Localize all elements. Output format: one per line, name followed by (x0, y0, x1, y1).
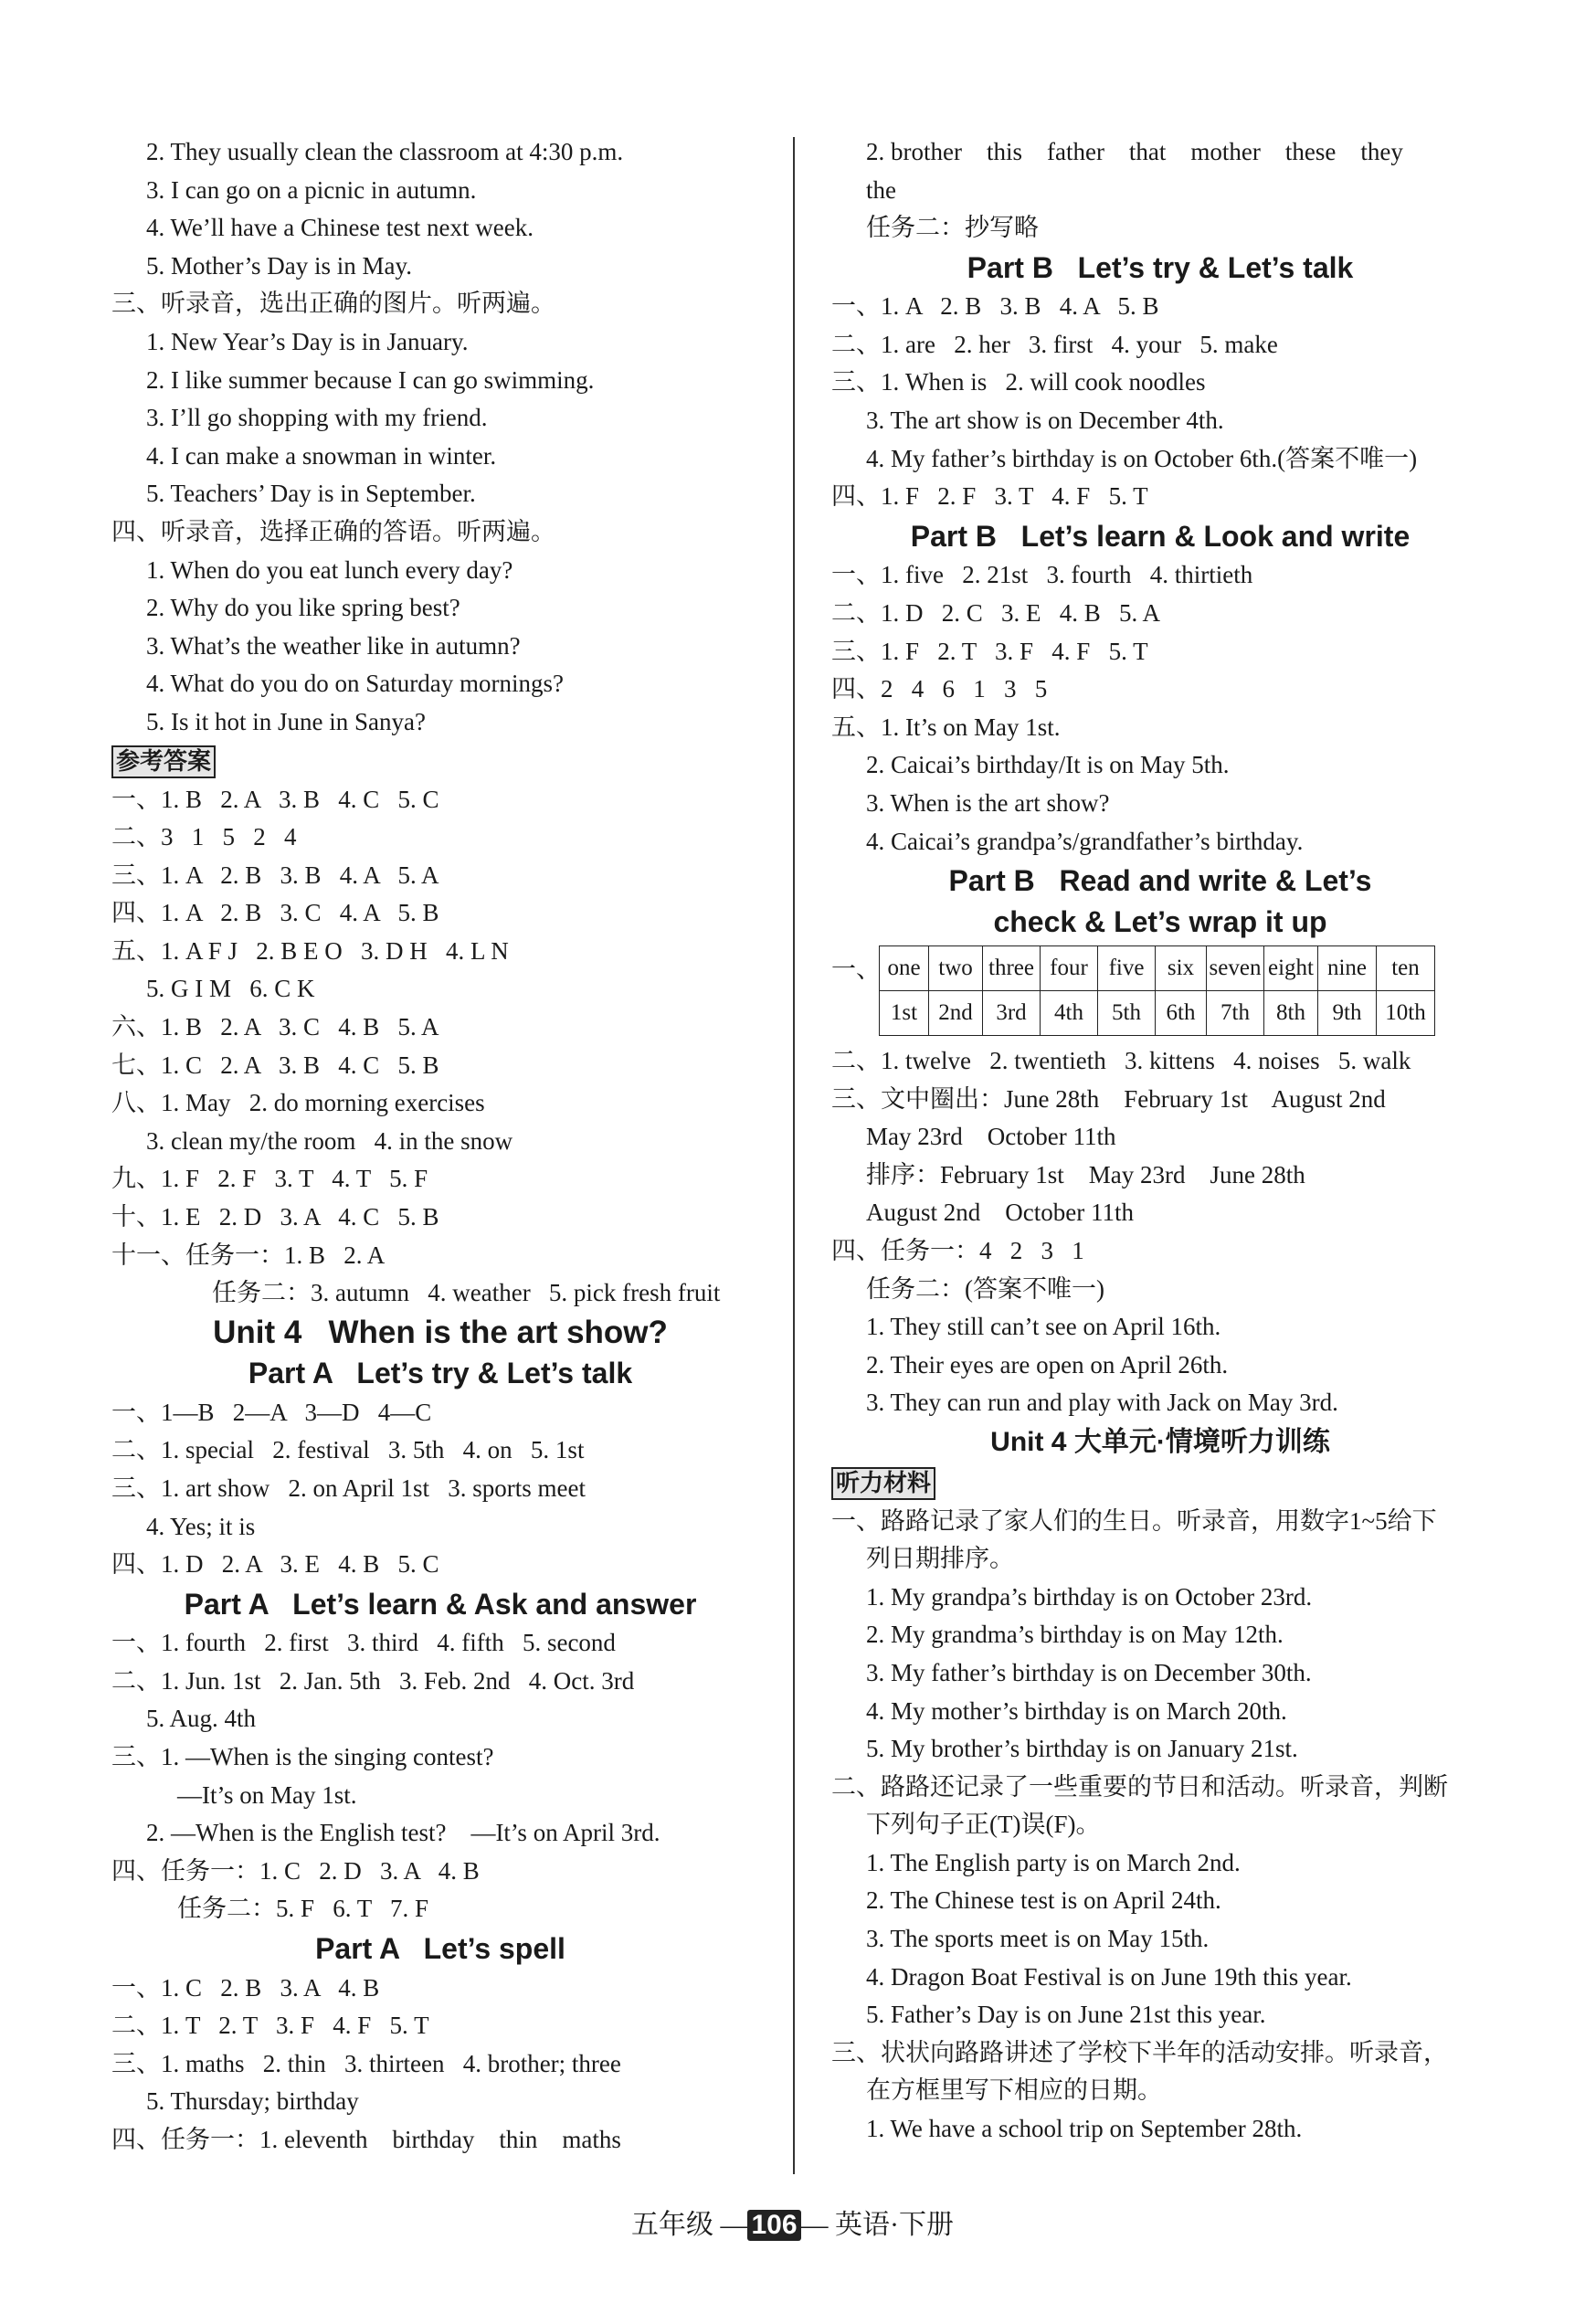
answer-line: 4. Yes; it is (146, 1512, 256, 1540)
answer-line: —It’s on May 1st. (177, 1780, 357, 1809)
answer-line: 四、2 4 6 1 3 5 (831, 675, 1048, 703)
answer-line: 四、1. F 2. F 3. T 4. F 5. T (831, 482, 1148, 511)
answer-line: 5. Father’s Day is on June 21st this year. (866, 2001, 1266, 2029)
answer-line: 5. Aug. 4th (146, 1705, 257, 1733)
section-heading: Part B Let’s learn & Look and write (910, 519, 1411, 553)
footer-dash-left: — (720, 2210, 748, 2240)
section-heading: Part A Let’s spell (315, 1932, 565, 1966)
answer-line: the (866, 175, 896, 204)
section-heading: Part A Let’s try & Let’s talk (248, 1357, 633, 1390)
answer-line: 4. I can make a snowman in winter. (146, 441, 497, 470)
answer-line: 5. My brother’s birthday is on January 21st. (866, 1735, 1298, 1763)
answer-line: 3. I’ll go shopping with my friend. (146, 404, 488, 432)
answer-line: 三、状状向路路讲述了学校下半年的活动安排。听录音， (831, 2038, 1448, 2066)
section-heading: Unit 4 大单元·情境听力训练 (990, 1427, 1330, 1458)
answer-line: 一、1. B 2. A 3. B 4. C 5. C (111, 785, 439, 813)
table-row (880, 991, 1435, 1036)
answer-line: 2. Why do you like spring best? (146, 594, 460, 622)
answer-line: 四、1. A 2. B 3. C 4. A 5. B (111, 899, 439, 927)
answer-line: 2. My grandma’s birthday is on May 12th. (866, 1621, 1284, 1649)
answer-line: 在方框里写下相应的日期。 (866, 2076, 1162, 2105)
answer-line: 3. The art show is on December 4th. (866, 407, 1224, 435)
footer-subject: 英语·下册 (835, 2210, 955, 2240)
table-cell: five (1098, 946, 1156, 991)
table-cell: 8th (1264, 991, 1318, 1036)
answer-line: 5. Teachers’ Day is in September. (146, 480, 476, 508)
answer-line: 下列句子正(T)误(F)。 (866, 1811, 1101, 1839)
answer-line: 2. Caicai’s birthday/It is on May 5th. (866, 751, 1230, 779)
answer-line: 五、1. It’s on May 1st. (831, 713, 1061, 741)
answer-line: 列日期排序。 (866, 1545, 1014, 1573)
table-cell: three (983, 946, 1041, 991)
section-tag: 参考答案 (111, 745, 216, 778)
table-cell: two (929, 946, 983, 991)
table-cell: 2nd (929, 991, 983, 1036)
answer-line: 三、1. A 2. B 3. B 4. A 5. A (111, 861, 439, 889)
section-heading: Part B Let’s try & Let’s talk (967, 250, 1354, 284)
table-cell: eight (1264, 946, 1318, 991)
answer-line: 任务二：5. F 6. T 7. F (177, 1895, 429, 1923)
answer-line: 3. They can run and play with Jack on May 3rd. (866, 1389, 1338, 1417)
answer-line: 4. Caicai’s grandpa’s/grandfather’s birthday. (866, 827, 1304, 855)
table-cell: six (1156, 946, 1207, 991)
answer-line: 1. My grandpa’s birthday is on October 23rd. (866, 1582, 1313, 1611)
answer-line: 一、1. A 2. B 3. B 4. A 5. B (831, 292, 1159, 321)
answer-line: 3. The sports meet is on May 15th. (866, 1925, 1210, 1953)
table-cell: 6th (1156, 991, 1207, 1036)
answer-line: 四、任务一：4 2 3 1 (831, 1237, 1084, 1265)
table-cell: four (1041, 946, 1098, 991)
answer-line: 四、听录音，选择正确的答语。听两遍。 (111, 517, 555, 545)
answer-line: 五、1. A F J 2. B E O 3. D H 4. L N (111, 936, 509, 965)
answer-line: 5. Is it hot in June in Sanya? (146, 707, 426, 735)
answer-line: 3. What’s the weather like in autumn? (146, 631, 521, 660)
answer-line: 5. Mother’s Day is in May. (146, 251, 412, 280)
answer-line: 2. I like summer because I can go swimming. (146, 365, 595, 394)
answer-line: 八、1. May 2. do morning exercises (111, 1089, 485, 1117)
answer-line: 3. My father’s birthday is on December 30th. (866, 1658, 1312, 1686)
answer-line: 二、1. are 2. her 3. first 4. your 5. make (831, 330, 1278, 358)
answer-line: 任务二：抄写略 (866, 214, 1039, 242)
answer-line: 排序：February 1st May 23rd June 28th (866, 1160, 1305, 1188)
answer-line: 4. Dragon Boat Festival is on June 19th this year. (866, 1962, 1352, 1991)
answer-line: 九、1. F 2. F 3. T 4. T 5. F (111, 1165, 428, 1193)
ordinal-table (879, 945, 1435, 1036)
answer-line: 1. They still can’t see on April 16th. (866, 1313, 1221, 1341)
answer-line: 一、路路记录了家人们的生日。听录音，用数字1~5给下 (831, 1506, 1437, 1535)
answer-line: 1. We have a school trip on September 28th. (866, 2115, 1303, 2143)
answer-line: 5. G I M 6. C K (146, 975, 315, 1003)
page-footer (0, 2202, 1585, 2242)
answer-line: 三、1. art show 2. on April 1st 3. sports meet (111, 1474, 586, 1502)
table-cell: 1st (880, 991, 929, 1036)
answer-line: 二、1. D 2. C 3. E 4. B 5. A (831, 598, 1161, 627)
answer-line: 二、1. special 2. festival 3. 5th 4. on 5. 1st (111, 1436, 585, 1464)
answer-line: 七、1. C 2. A 3. B 4. C 5. B (111, 1051, 439, 1079)
answer-line: 一、1—B 2—A 3—D 4—C (111, 1398, 432, 1426)
answer-line: 3. When is the art show? (866, 788, 1110, 817)
answer-line: 三、听录音，选出正确的图片。听两遍。 (111, 290, 555, 318)
table-cell: 7th (1207, 991, 1264, 1036)
answer-line: 六、1. B 2. A 3. C 4. B 5. A (111, 1013, 439, 1041)
answer-line: 2. —When is the English test? —It’s on April 3rd. (146, 1819, 660, 1847)
answer-line: 三、1. When is 2. will cook noodles (831, 368, 1206, 396)
answer-line: 任务二：(答案不唯一) (866, 1274, 1104, 1303)
ordinal-table-block (831, 942, 1489, 1042)
answer-line: 三、1. F 2. T 3. F 4. F 5. T (831, 637, 1148, 665)
answer-line: 3. I can go on a picnic in autumn. (146, 175, 477, 204)
answer-line: 二、1. twelve 2. twentieth 3. kittens 4. noises 5. walk (831, 1047, 1411, 1075)
answer-line: 一、1. fourth 2. first 3. third 4. fifth 5. second (111, 1629, 616, 1657)
section-heading: check & Let’s wrap it up (993, 904, 1327, 938)
answer-line: 2. Their eyes are open on April 26th. (866, 1350, 1229, 1379)
answer-line: 二、1. Jun. 1st 2. Jan. 5th 3. Feb. 2nd 4. Oct. 3rd (111, 1666, 635, 1695)
section-heading: Part A Let’s learn & Ask and answer (184, 1587, 697, 1621)
answer-line: August 2nd October 11th (866, 1199, 1134, 1227)
answer-line: 任务二：3. autumn 4. weather 5. pick fresh fruit (212, 1279, 721, 1307)
answer-line: 4. We’ll have a Chinese test next week. (146, 214, 534, 242)
answer-line: 三、1. —When is the singing contest? (111, 1743, 494, 1771)
answer-line: 4. My father’s birthday is on October 6th.(答案不唯一) (866, 444, 1418, 472)
column-divider (793, 137, 795, 2174)
answer-line: 二、路路还记录了一些重要的节日和活动。听录音，判断 (831, 1772, 1448, 1801)
answer-line: 四、任务一：1. eleventh birthday thin maths (111, 2125, 621, 2153)
answer-line: 一、1. C 2. B 3. A 4. B (111, 1973, 380, 2002)
answer-line: 1. The English party is on March 2nd. (866, 1848, 1241, 1876)
answer-line: 四、1. D 2. A 3. E 4. B 5. C (111, 1550, 439, 1579)
answer-line: 5. Thursday; birthday (146, 2087, 359, 2116)
answer-line: 四、任务一：1. C 2. D 3. A 4. B (111, 1856, 480, 1885)
footer-grade: 五年级 (630, 2210, 713, 2240)
answer-line: 十一、任务一：1. B 2. A (111, 1241, 386, 1269)
table-cell: nine (1318, 946, 1377, 991)
answer-line: 2. The Chinese test is on April 24th. (866, 1886, 1221, 1915)
answer-line: 二、3 1 5 2 4 (111, 823, 297, 851)
page-number: 106 (747, 2210, 800, 2241)
footer-dash-right: — (800, 2210, 836, 2240)
answer-line: 1. New Year’s Day is in January. (146, 327, 469, 355)
answer-line: 二、1. T 2. T 3. F 4. F 5. T (111, 2012, 429, 2040)
table-cell: 3rd (983, 991, 1041, 1036)
answer-line: 三、文中圈出：June 28th February 1st August 2nd (831, 1084, 1386, 1113)
answer-line: 3. clean my/the room 4. in the snow (146, 1126, 513, 1155)
table-cell: seven (1207, 946, 1264, 991)
answer-line: 4. My mother’s birthday is on March 20th. (866, 1696, 1287, 1725)
answer-line: 十、1. E 2. D 3. A 4. C 5. B (111, 1203, 439, 1231)
right-column (831, 133, 1489, 2149)
answer-line: 三、1. maths 2. thin 3. thirteen 4. brother; three (111, 2049, 621, 2077)
answer-line: 2. They usually clean the classroom at 4:30 p.m. (146, 138, 624, 165)
table-cell: 4th (1041, 991, 1098, 1036)
answer-line: 1. When do you eat lunch every day? (146, 555, 513, 584)
table-cell: 5th (1098, 991, 1156, 1036)
answer-line: May 23rd October 11th (866, 1123, 1116, 1151)
table-cell: ten (1377, 946, 1435, 991)
table-cell: 10th (1377, 991, 1435, 1036)
table-cell: one (880, 946, 929, 991)
left-column (111, 133, 769, 2160)
section-heading: Part B Read and write & Let’s (948, 864, 1372, 898)
table-row (880, 946, 1435, 991)
section-heading: Unit 4 When is the art show? (213, 1314, 668, 1350)
answer-line: 4. What do you do on Saturday mornings? (146, 670, 564, 698)
table-cell: 9th (1318, 991, 1377, 1036)
answer-line: 2. brother this father that mother these they (866, 138, 1403, 165)
table-label: 一、 (831, 956, 881, 984)
section-tag: 听力材料 (831, 1467, 935, 1500)
answer-line: 一、1. five 2. 21st 3. fourth 4. thirtieth (831, 561, 1253, 589)
